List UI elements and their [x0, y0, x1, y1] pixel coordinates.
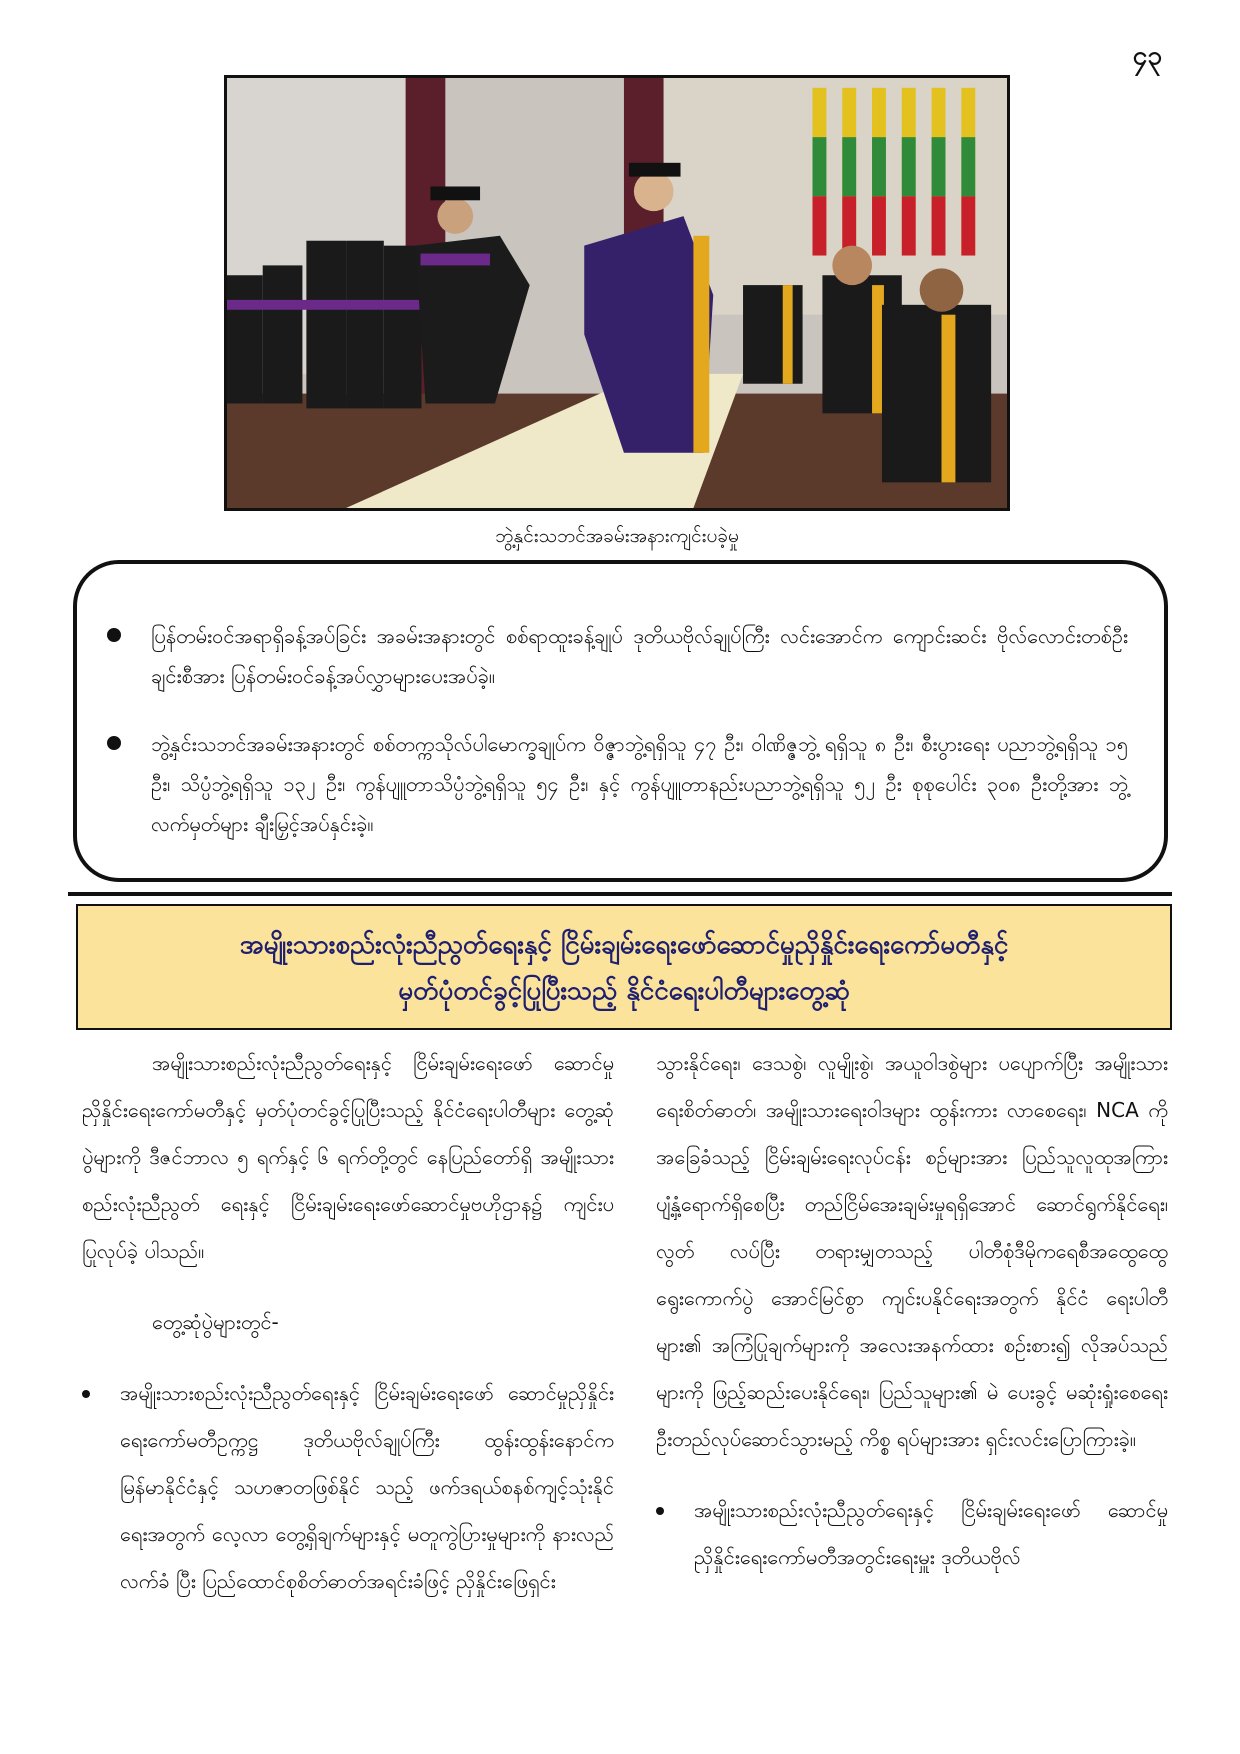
article-paragraph: အမျိုးသားစည်းလုံးညီညွတ်ရေးနှင့် ငြိမ်းချမ်းရေးဖော် ဆောင်မှု ညှိနှိုင်းရေးကော်မတီနှင့် မှတ်ပုံတင်ခွင့်ပြုပြီးသည့် နိုင်ငံရေးပါတီများ တွေ့ဆုံပွဲများကို ဒီဇင်ဘာလ ၅ ရက်နှင့် ၆ ရက်တို့တွင် နေပြည်တော်ရှိ အမျိုးသားစည်းလုံးညီညွတ် ရေးနှင့် ငြိမ်းချမ်းရေးဖော်ဆောင်မှုဗဟိုဌာန၌ ကျင်းပပြုလုပ်ခဲ့ ပါသည်။ [82, 1051, 614, 1263]
article-bullet-text: အမျိုးသားစည်းလုံးညီညွတ်ရေးနှင့် ငြိမ်းချမ်းရေးဖော် ဆောင်မှုညှိနှိုင်းရေးကော်မတီဥက္ကဋ္ဌ ဒုတိယဗိုလ်ချုပ်ကြီး ထွန်းထွန်းနောင်က မြန်မာနိုင်ငံနှင့် သဟဇာတဖြစ်နိုင် သည့် ဖက်ဒရယ်စနစ်ကျင့်သုံးနိုင်ရေးအတွက် လေ့လာ တွေ့ရှိချက်များနှင့် မတူကွဲပြားမှုများကို နားလည်လက်ခံ ပြီး ပြည်ထောင်စုစိတ်ဓာတ်အရင်းခံဖြင့် ညှိနှိုင်းဖြေရှင်း [120, 1381, 614, 1593]
section-divider [68, 892, 1172, 896]
headline-line-2: မှတ်ပုံတင်ခွင့်ပြုပြီးသည့် နိုင်ငံရေးပါတီများတွေ့ဆုံ [398, 976, 850, 1006]
article-bullet [82, 1370, 614, 1605]
headline-line-1: အမျိုးသားစည်းလုံးညီညွတ်ရေးနှင့် ငြိမ်းချမ်းရေးဖော်ဆောင်မှုညှိနှိုင်းရေးကော်မတီနှင့် [239, 930, 1009, 960]
bullet-icon [82, 1390, 90, 1398]
summary-item-text: ဘွဲ့နှင်းသဘင်အခမ်းအနားတွင် စစ်တက္ကသိုလ်ပါမောက္ခချုပ်က ဝိဇ္ဇာဘွဲ့ရရှိသူ ၄၇ ဦး၊ ဝါဏိဇ္ဇဘွဲ့ ရရှိသူ ၈ ဦး၊ စီးပွားရေး ပညာဘွဲ့ရရှိသူ ၁၅ ဦး၊ သိပ္ပံဘွဲ့ရရှိသူ ၁၃၂ ဦး၊ ကွန်ပျူတာသိပ္ပံဘွဲ့ရရှိသူ ၅၄ ဦး၊ နှင့် ကွန်ပျူတာနည်းပညာဘွဲ့ရရှိသူ ၅၂ ဦး စုစုပေါင်း ၃၀၈ ဦးတို့အား ဘွဲ့လက်မှတ်များ ချီးမြှင့်အပ်နှင်းခဲ့။ [151, 732, 1128, 836]
summary-box [73, 560, 1168, 882]
graduation-ceremony-photo [224, 75, 1010, 511]
article-paragraph: တွေ့ဆုံပွဲများတွင်- [152, 1310, 279, 1334]
article-paragraph: သွားနိုင်ရေး၊ ဒေသစွဲ၊ လူမျိုးစွဲ၊ အယူဝါဒစွဲများ ပပျောက်ပြီး အမျိုးသားရေးစိတ်ဓာတ်၊ အမျိုးသားရေးဝါဒများ ထွန်းကား လာစေရေး၊ NCA ကို အခြေခံသည့် ငြိမ်းချမ်းရေးလုပ်ငန်း စဉ်များအား ပြည်သူလူထုအကြား ပျံ့နှံ့ရောက်ရှိစေပြီး တည်ငြိမ်အေးချမ်းမှုရရှိအောင် ဆောင်ရွက်နိုင်ရေး၊ လွတ် လပ်ပြီး တရားမျှတသည့် ပါတီစုံဒီမိုကရေစီအထွေထွေ ရွေးကောက်ပွဲ အောင်မြင်စွာ ကျင်းပနိုင်ရေးအတွက် နိုင်ငံ ရေးပါတီများ၏ အကြံပြုချက်များကို အလေးအနက်ထား စဉ်းစား၍ လိုအပ်သည်များကို ဖြည့်ဆည်းပေးနိုင်ရေး၊ ပြည်သူများ၏ မဲ ပေးခွင့် မဆုံးရှုံးစေရေး ဦးတည်လုပ်ဆောင်သွားမည့် ကိစ္စ ရပ်များအား ရှင်းလင်းပြောကြားခဲ့။ [656, 1051, 1168, 1451]
bullet-icon [656, 1507, 664, 1515]
bullet-icon [107, 736, 121, 750]
section-headline [76, 904, 1172, 1030]
summary-item [105, 724, 1128, 844]
article-column-right [656, 1040, 1168, 1581]
article-column-left [82, 1040, 614, 1605]
article-bullet [656, 1487, 1168, 1581]
article-bullet-text: အမျိုးသားစည်းလုံးညီညွတ်ရေးနှင့် ငြိမ်းချမ်းရေးဖော် ဆောင်မှု ညှိနှိုင်းရေးကော်မတီအတွင်းရေးမှူး ဒုတိယဗိုလ် [694, 1498, 1168, 1569]
ceremony-illustration [227, 78, 1007, 508]
photo-caption: ဘွဲ့နှင်းသဘင်အခမ်းအနားကျင်းပခဲ့မှု [495, 525, 739, 547]
page-number: ၄၃ [1132, 41, 1162, 71]
summary-item [105, 616, 1128, 696]
summary-item-text: ပြန်တမ်းဝင်အရာရှိခန့်အပ်ခြင်း အခမ်းအနားတွင် စစ်ရာထူးခန့်ချုပ် ဒုတိယဗိုလ်ချုပ်ကြီး လင်းအောင်က ကျောင်းဆင်း ဗိုလ်လောင်းတစ်ဦးချင်းစီအား ပြန်တမ်းဝင်ခန့်အပ်လွှာများပေးအပ်ခဲ့။ [151, 624, 1128, 688]
bullet-icon [107, 628, 121, 642]
